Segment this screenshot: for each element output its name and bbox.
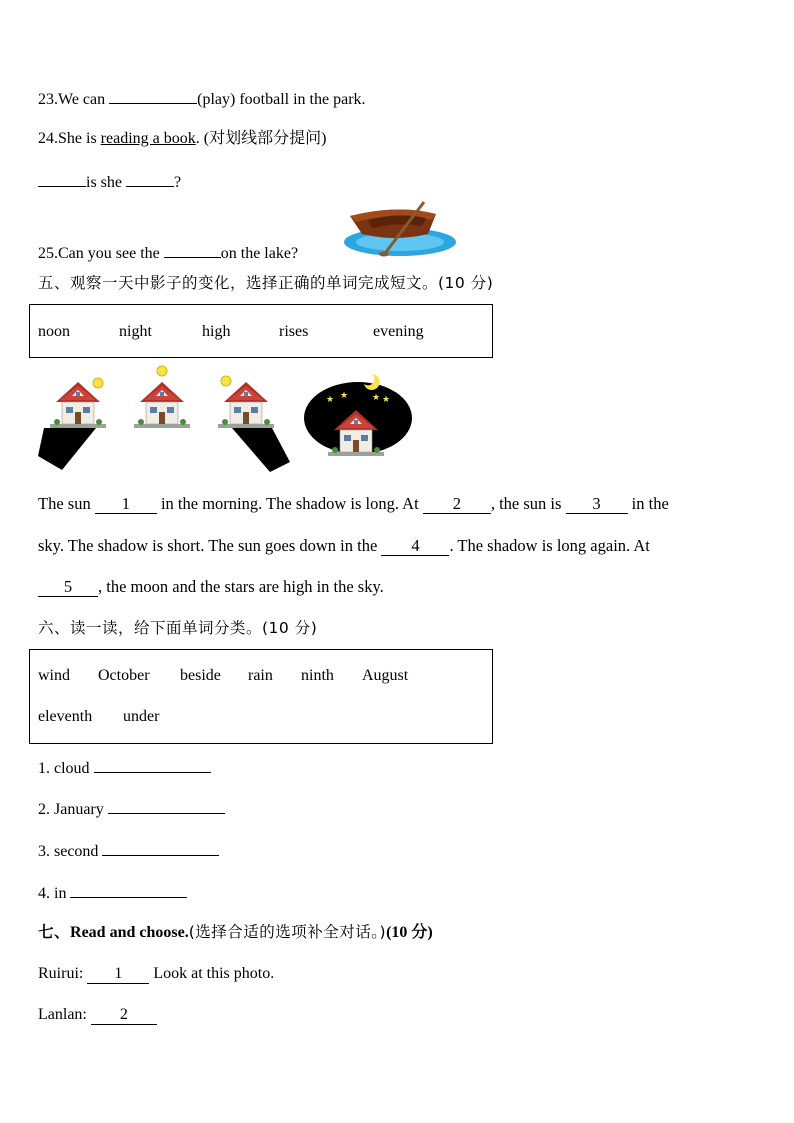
word-bank-item: night — [119, 323, 152, 340]
answer-blank[interactable]: 2 — [91, 1006, 157, 1025]
word-bank-item: ninth — [301, 667, 334, 684]
word-bank-item: October — [98, 667, 150, 684]
shadow-evening — [232, 428, 290, 472]
classify-item: 1. cloud — [38, 757, 211, 779]
question-number: 24. — [38, 130, 58, 147]
sun-icon — [93, 378, 103, 388]
shadow-morning — [38, 428, 96, 470]
answer-blank[interactable]: 5 — [38, 578, 98, 597]
svg-text:★: ★ — [382, 394, 391, 404]
svg-text:★: ★ — [326, 394, 335, 404]
answer-blank[interactable]: 1 — [87, 965, 149, 984]
word-bank-item: high — [202, 323, 231, 340]
word-bank-row — [38, 667, 408, 685]
word-bank-item: wind — [38, 667, 70, 684]
section-7-heading: 七、Read and choose.(选择合适的选项补全对话。)(10 分) — [38, 923, 433, 941]
answer-blank[interactable] — [38, 171, 86, 187]
question-25: 25.Can you see the on the lake? — [38, 242, 298, 264]
answer-blank[interactable]: 2 — [423, 495, 491, 514]
cloze-paragraph-line-3: 5 , the moon and the stars are high in the sky. — [38, 577, 738, 597]
dialog-line — [38, 1005, 157, 1025]
speaker-name: Ruirui: — [38, 965, 84, 982]
question-number: 23. — [38, 91, 58, 108]
cloze-paragraph-line-1: The sun 1 in the morning. The shadow is long. At 2 , the sun is 3 in the — [38, 494, 669, 513]
word-bank-box — [29, 649, 493, 744]
answer-blank[interactable] — [108, 798, 225, 814]
question-number: 25. — [38, 245, 58, 262]
boat-on-lake-image — [340, 200, 458, 260]
svg-text:★: ★ — [372, 392, 381, 402]
underlined-phrase: reading a book — [100, 130, 196, 147]
moon-icon — [364, 374, 380, 390]
answer-blank[interactable] — [102, 840, 219, 856]
svg-text:★: ★ — [340, 390, 349, 400]
classify-item: 2. January — [38, 798, 225, 820]
word-bank-row — [38, 323, 424, 341]
question-23: 23.We can (play) football in the park. — [38, 88, 366, 110]
word-bank-item: evening — [373, 323, 424, 340]
classify-item: 3. second — [38, 840, 219, 862]
answer-blank[interactable]: 4 — [381, 537, 449, 556]
word-bank-item: under — [123, 708, 160, 725]
answer-blank[interactable]: 1 — [95, 495, 157, 514]
answer-blank[interactable]: 3 — [566, 495, 628, 514]
question-24: 24.She is reading a book. (对划线部分提问) — [38, 130, 327, 147]
classify-item: 4. in — [38, 882, 187, 904]
sun-icon — [221, 376, 231, 386]
word-bank-item: rises — [279, 323, 309, 340]
shadow-illustrations — [36, 362, 416, 474]
answer-blank[interactable] — [126, 171, 174, 187]
word-bank-item: noon — [38, 323, 70, 340]
question-24-answer: is she ? — [38, 171, 181, 193]
answer-blank[interactable] — [94, 757, 211, 773]
word-bank-item: rain — [248, 667, 273, 684]
speaker-name: Lanlan: — [38, 1006, 87, 1023]
answer-blank[interactable] — [70, 882, 187, 898]
word-bank-item: beside — [180, 667, 221, 684]
dialog-line: Ruirui: 1 Look at this photo. — [38, 965, 275, 982]
word-bank-item: August — [362, 667, 409, 684]
answer-blank[interactable] — [164, 242, 221, 258]
section-6-heading: 六、读一读，给下面单词分类。(10 分) — [38, 619, 318, 637]
sun-icon — [157, 366, 167, 376]
cloze-paragraph-line-2: sky. The shadow is short. The sun goes down in the 4 . The shadow is long again. At — [38, 536, 650, 555]
section-5-heading: 五、观察一天中影子的变化，选择正确的单词完成短文。(10 分) — [38, 274, 494, 292]
word-bank-row — [38, 708, 159, 726]
answer-blank[interactable] — [109, 88, 197, 104]
word-bank-item: eleventh — [38, 708, 93, 725]
